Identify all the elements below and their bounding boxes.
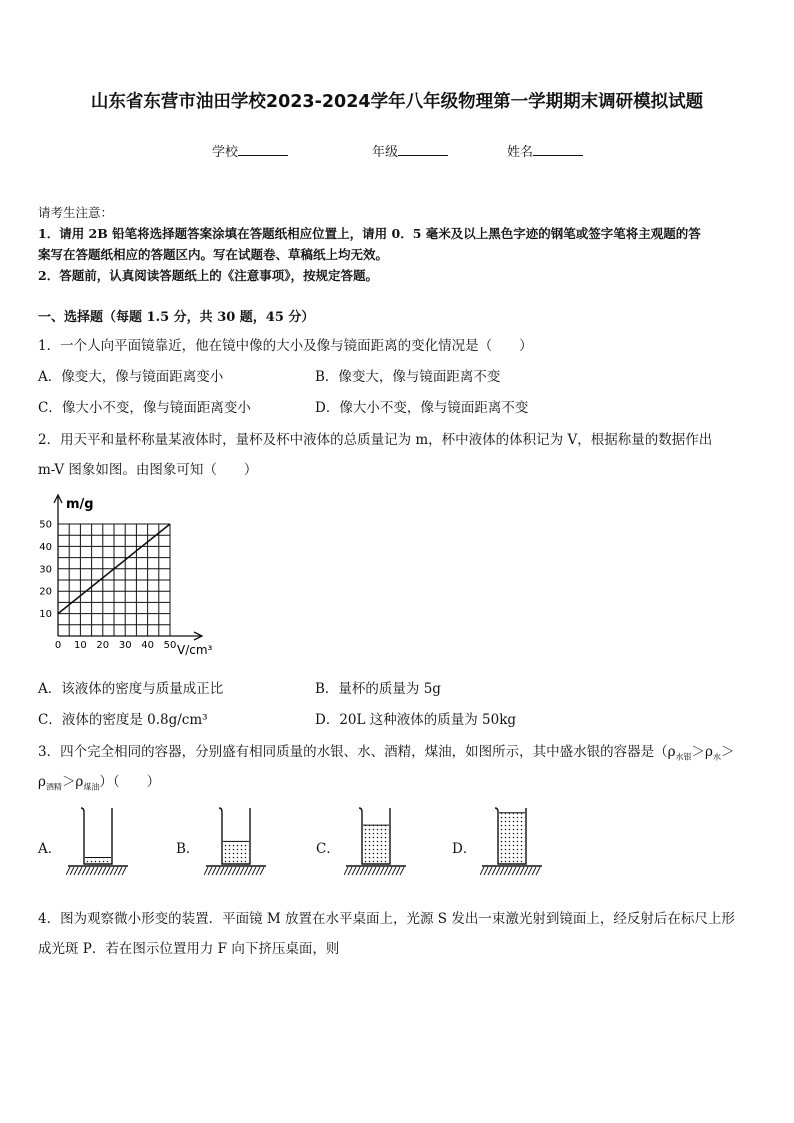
table-hatch xyxy=(380,867,384,875)
table-hatch xyxy=(512,867,516,875)
table-hatch xyxy=(488,867,492,875)
grade-blank xyxy=(398,143,448,156)
name-label: 姓名 xyxy=(507,145,534,160)
notice-heading: 请考生注意： xyxy=(38,205,114,220)
table-hatch xyxy=(364,867,368,875)
q3-sub-mercury: 水银 xyxy=(675,752,692,762)
q2-option-b: B．量杯的质量为 5g xyxy=(315,681,441,697)
table-hatch xyxy=(480,867,484,875)
x-tick-label: 10 xyxy=(74,640,87,651)
table-hatch xyxy=(66,867,70,875)
table-hatch xyxy=(532,867,536,875)
table-hatch xyxy=(344,867,348,875)
beaker-figure xyxy=(480,804,544,884)
x-tick-label: 40 xyxy=(141,640,154,651)
q4-stem-line2: 成光斑 P．若在图示位置用力 F 向下挤压桌面，则 xyxy=(38,941,340,957)
table-hatch xyxy=(204,867,208,875)
name-blank xyxy=(533,143,583,156)
q3-tail: ）（ ） xyxy=(99,774,161,790)
name-field xyxy=(507,141,583,160)
table-hatch xyxy=(520,867,524,875)
table-hatch xyxy=(118,867,122,875)
table-hatch xyxy=(208,867,212,875)
table-hatch xyxy=(516,867,520,875)
q2-option-d: D．20L 这种液体的质量为 50kg xyxy=(315,712,517,728)
q3-sub-kerosene: 煤油 xyxy=(83,782,100,792)
beaker-figure xyxy=(204,804,268,884)
q2-option-a: A．该液体的密度与质量成正比 xyxy=(38,681,224,697)
table-hatch xyxy=(388,867,392,875)
table-hatch xyxy=(110,867,114,875)
q1-option-a: A．像变大，像与镜面距离变小 xyxy=(38,369,224,385)
table-hatch xyxy=(74,867,78,875)
table-hatch xyxy=(496,867,500,875)
x-tick-label: 50 xyxy=(163,640,177,651)
beaker-liquid xyxy=(223,841,249,864)
table-hatch xyxy=(216,867,220,875)
table-hatch xyxy=(356,867,360,875)
q2-option-c: C．液体的密度是 0.8g/cm³ xyxy=(38,712,208,728)
table-hatch xyxy=(492,867,496,875)
table-hatch xyxy=(396,867,400,875)
table-hatch xyxy=(392,867,396,875)
q3-stem-text: 3．四个完全相同的容器，分别盛有相同质量的水银、水、酒精，煤油，如图所示，其中盛水银的容器是（ρ xyxy=(38,744,676,760)
beaker-outline xyxy=(81,808,112,864)
table-hatch xyxy=(528,867,532,875)
table-hatch xyxy=(536,867,540,875)
table-hatch xyxy=(348,867,352,875)
school-field xyxy=(212,141,288,160)
y-tick-label: 30 xyxy=(39,564,52,576)
mv-chart xyxy=(30,488,230,660)
q1-option-c: C．像大小不变，像与镜面距离变小 xyxy=(38,400,251,416)
chart-ticks xyxy=(39,520,176,652)
beaker-figure xyxy=(344,804,408,884)
table-hatch xyxy=(228,867,232,875)
table-hatch xyxy=(352,867,356,875)
q3-sub-alcohol: 酒精 xyxy=(45,782,62,792)
section-heading: 一、选择题（每题 1.5 分，共 30 题，45 分） xyxy=(38,310,315,325)
chart-grid xyxy=(58,524,170,636)
table-hatch xyxy=(360,867,364,875)
q3-option-label: D． xyxy=(452,841,477,857)
q4-stem-line1: 4．图为观察微小形变的装置．平面镜 M 放置在水平桌面上，光源 S 发出一束激光射到镜面上，经反射后在标尺上形 xyxy=(38,911,735,927)
beaker-liquid xyxy=(363,825,389,864)
notice-item1-line2: 案写在答题纸相应的答题区内。写在试题卷、草稿纸上均无效。 xyxy=(38,247,389,262)
table-hatch xyxy=(244,867,248,875)
q3-stem-line1 xyxy=(38,740,734,763)
q3-gt3: ＞ρ xyxy=(61,774,84,790)
table-hatch xyxy=(252,867,256,875)
x-tick-label: 0 xyxy=(54,640,62,651)
grade-field xyxy=(372,141,448,160)
q3-gt1: ＞ρ xyxy=(691,744,713,760)
table-hatch xyxy=(90,867,94,875)
chart-axes xyxy=(54,495,202,640)
q1-option-b: B．像变大，像与镜面距离不变 xyxy=(315,369,501,385)
table-hatch xyxy=(98,867,102,875)
table-hatch xyxy=(70,867,74,875)
y-tick-label: 50 xyxy=(39,519,52,531)
beaker-figure xyxy=(66,804,130,884)
table-hatch xyxy=(86,867,90,875)
y-tick-label: 40 xyxy=(39,541,52,553)
table-hatch xyxy=(400,867,404,875)
table-hatch xyxy=(78,867,82,875)
table-hatch xyxy=(524,867,528,875)
table-hatch xyxy=(372,867,376,875)
page-title: 山东省东营市油田学校2023-2024学年八年级物理第一学期期末调研模拟试题 xyxy=(90,92,704,112)
y-tick-label: 20 xyxy=(39,586,52,598)
school-blank xyxy=(238,143,288,156)
x-tick-label: 20 xyxy=(96,640,110,651)
q3-sub-water: 水 xyxy=(712,752,721,762)
beaker-liquid xyxy=(499,813,525,864)
table-hatch xyxy=(114,867,118,875)
q3-option-label: A． xyxy=(38,841,62,857)
q3-option-label: C． xyxy=(316,841,340,857)
chart-xlabel: V/cm³ xyxy=(177,643,213,657)
table-hatch xyxy=(384,867,388,875)
notice-item1-line1: 1．请用 2B 铅笔将选择题答案涂填在答题纸相应位置上，请用 0．5 毫米及以上黑色字迹的钢笔或签字笔将主观题的答 xyxy=(38,226,701,241)
table-hatch xyxy=(256,867,260,875)
chart-ylabel: m/g xyxy=(66,497,94,512)
table-hatch xyxy=(376,867,380,875)
table-hatch xyxy=(220,867,224,875)
q3-gt2: ＞ xyxy=(720,744,735,760)
table-hatch xyxy=(504,867,508,875)
beaker-liquid xyxy=(85,858,111,864)
table-hatch xyxy=(500,867,504,875)
q2-stem-line1: 2．用天平和量杯称量某液体时，量杯及杯中液体的总质量记为 m，杯中液体的体积记为 V，根据称量的数据作出 xyxy=(38,432,713,448)
table-hatch xyxy=(508,867,512,875)
table-hatch xyxy=(94,867,98,875)
q1-option-d: D．像大小不变，像与镜面距离不变 xyxy=(315,400,529,416)
grade-label: 年级 xyxy=(372,145,399,160)
table-hatch xyxy=(82,867,86,875)
x-tick-label: 30 xyxy=(118,640,132,651)
table-hatch xyxy=(484,867,488,875)
table-hatch xyxy=(102,867,106,875)
table-hatch xyxy=(240,867,244,875)
q3-stem-line2 xyxy=(38,770,160,793)
table-hatch xyxy=(248,867,252,875)
q3-option-label: B． xyxy=(176,841,200,857)
q2-stem-line2: m-V 图象如图。由图象可知（ ） xyxy=(38,462,258,478)
y-tick-label: 10 xyxy=(39,609,52,621)
notice-item2: 2．答题前，认真阅读答题纸上的《注意事项》，按规定答题。 xyxy=(38,268,378,283)
q3-rho3: ρ xyxy=(38,774,46,790)
table-hatch xyxy=(106,867,110,875)
table-hatch xyxy=(260,867,264,875)
table-hatch xyxy=(224,867,228,875)
table-hatch xyxy=(232,867,236,875)
table-hatch xyxy=(236,867,240,875)
table-hatch xyxy=(122,867,126,875)
q1-stem: 1．一个人向平面镜靠近，他在镜中像的大小及像与镜面距离的变化情况是（ ） xyxy=(38,338,533,354)
school-label: 学校 xyxy=(212,145,239,160)
table-hatch xyxy=(212,867,216,875)
table-hatch xyxy=(368,867,372,875)
